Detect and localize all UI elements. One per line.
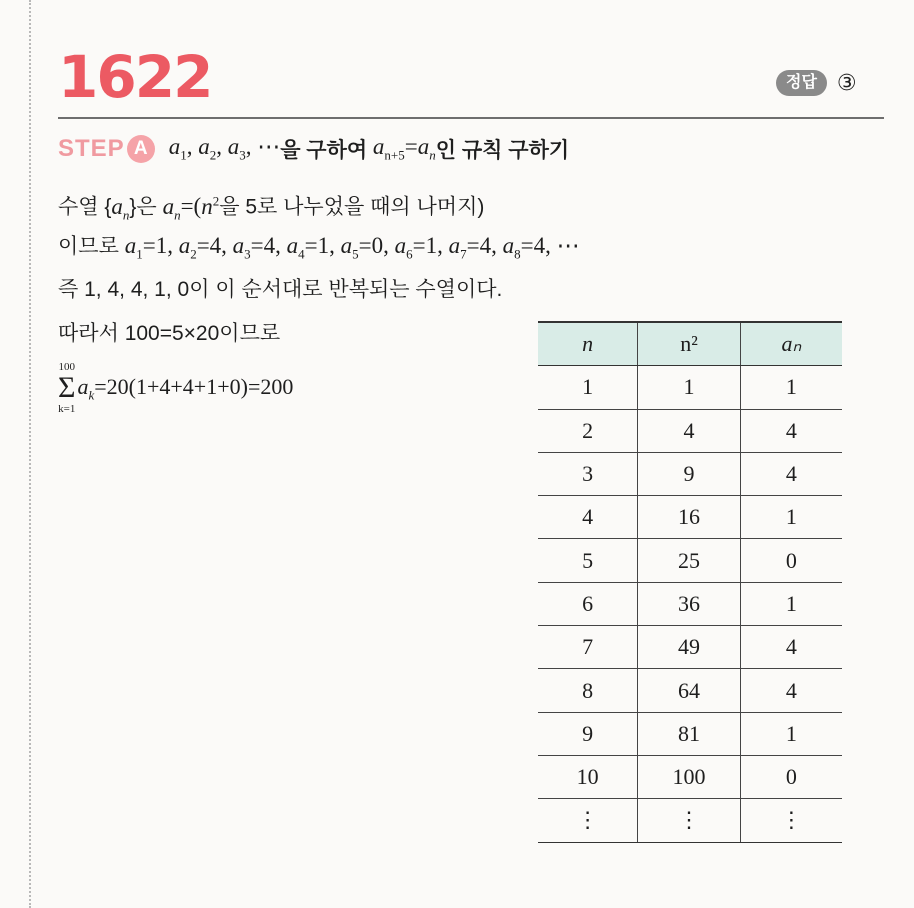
table-cell: ⋮	[538, 799, 638, 842]
line1-part-a: 수열 {	[58, 195, 112, 219]
sequence-term: $a_3=4$,	[232, 233, 287, 262]
header-n: n	[538, 322, 638, 366]
table-cell: 1	[740, 582, 842, 625]
summation: 100 Σ k=1 $a_k=20(1+4+4+1+0)=200$	[58, 361, 294, 415]
sum-expression: =20(1+4+4+1+0)=200	[94, 374, 294, 400]
table-cell: 0	[740, 539, 842, 582]
table-cell: 81	[638, 712, 740, 755]
table-cell: 1	[740, 496, 842, 539]
table-cell: ⋮	[740, 799, 842, 842]
table-row	[538, 452, 842, 495]
body-line-1: 수열 $\{a_n\}$은 $a_n=(n^2$을 5로 나누었을 때의 나머지)	[58, 193, 485, 223]
table-cell: 3	[538, 452, 638, 495]
step-seq-terms: $a_1$, $a_2$, $a_3$, ⋯	[168, 134, 281, 163]
table-cell: 49	[638, 626, 740, 669]
margin-dotted-line	[29, 0, 31, 908]
step-relation: $a_{n+5}=a_n$	[372, 134, 436, 163]
table-row	[538, 539, 842, 582]
body-line-3: 즉 1, 4, 4, 1, 0이 이 순서대로 반복되는 수열이다.	[58, 278, 503, 301]
table-header-row	[538, 322, 842, 366]
table-cell: 6	[538, 582, 638, 625]
line2-suffix: ⋯	[556, 233, 580, 258]
body-line-2	[58, 230, 580, 262]
sum-lower-limit: k=1	[58, 403, 76, 415]
line1-part-d: 을 5로 나누었을 때의 나머지)	[219, 195, 485, 219]
body-line-4: 따라서 100=5×20이므로	[58, 322, 281, 345]
answer-area	[776, 66, 857, 100]
sequence-term: $a_1=1$,	[124, 233, 179, 262]
sum-upper-limit: 100	[58, 361, 75, 373]
table-cell: ⋮	[638, 799, 740, 842]
table-cell: 4	[638, 409, 740, 452]
step-label: STEP	[58, 135, 125, 162]
answer-value: ③	[836, 70, 857, 96]
line1-part-b: }은	[129, 195, 157, 219]
table-row	[538, 669, 842, 712]
table-cell: 16	[638, 496, 740, 539]
sigma-symbol: 100 Σ k=1	[58, 361, 76, 415]
table-cell: 4	[538, 496, 638, 539]
table-row	[538, 366, 842, 409]
table-cell: 1	[740, 712, 842, 755]
table-cell: 9	[638, 452, 740, 495]
step-text-1: 을 구하여	[280, 139, 368, 162]
table-cell: 4	[740, 452, 842, 495]
header-rule	[58, 117, 884, 119]
sequence-term: $a_2=4$,	[178, 233, 233, 262]
step-circle-badge: A	[127, 135, 155, 163]
table-row	[538, 755, 842, 798]
header-n-squared: n²	[638, 322, 740, 366]
table-cell: 8	[538, 669, 638, 712]
table-row	[538, 496, 842, 539]
sequence-term: $a_7=4$,	[448, 233, 503, 262]
step-text-2: 인 규칙 구하기	[435, 139, 570, 162]
table-row	[538, 799, 842, 842]
line1-part-c: =(	[180, 193, 202, 219]
sequence-term: $a_6=1$,	[394, 233, 449, 262]
table-cell: 1	[740, 366, 842, 409]
sequence-term: $a_4=1$,	[286, 233, 341, 262]
header-a-n: aₙ	[740, 322, 842, 366]
table-cell: 1	[638, 366, 740, 409]
table-cell: 4	[740, 409, 842, 452]
table-cell: 25	[638, 539, 740, 582]
table-cell: 4	[740, 669, 842, 712]
sequence-term: $a_8=4$,	[502, 233, 557, 262]
table-cell: 4	[740, 626, 842, 669]
table-cell: 1	[538, 366, 638, 409]
table-cell: 64	[638, 669, 740, 712]
line2-terms	[124, 233, 557, 262]
table-row	[538, 582, 842, 625]
relation-sub: n+5	[384, 147, 405, 163]
table-cell: 36	[638, 582, 740, 625]
table-cell: 7	[538, 626, 638, 669]
table-cell: 0	[740, 755, 842, 798]
table-cell: 10	[538, 755, 638, 798]
table-cell: 100	[638, 755, 740, 798]
sequence-term: $a_5=0$,	[340, 233, 395, 262]
problem-number: 1622	[58, 43, 212, 111]
table-cell: 2	[538, 409, 638, 452]
sequence-table	[538, 321, 842, 843]
step-heading	[58, 132, 569, 166]
table-cell: 5	[538, 539, 638, 582]
table-row	[538, 712, 842, 755]
table-cell: 9	[538, 712, 638, 755]
table-row	[538, 626, 842, 669]
answer-badge: 정답	[776, 70, 827, 96]
line2-prefix: 이므로	[58, 235, 119, 258]
table-row	[538, 409, 842, 452]
